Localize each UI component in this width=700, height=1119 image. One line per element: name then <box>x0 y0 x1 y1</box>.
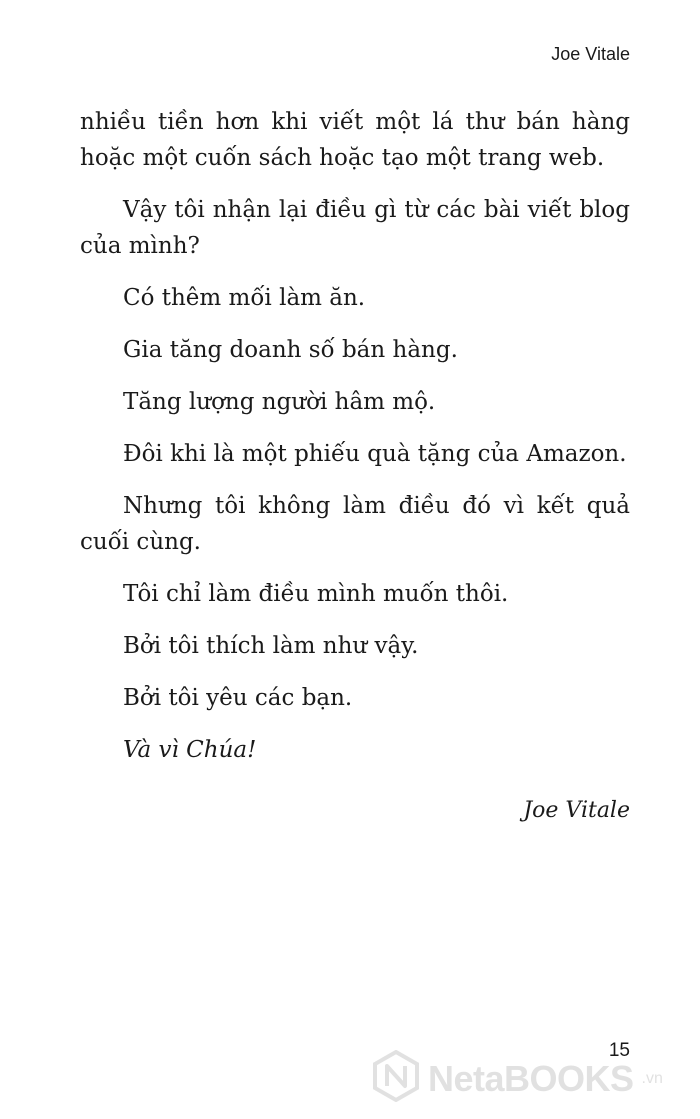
paragraph: Gia tăng doanh số bán hàng. <box>123 337 458 363</box>
running-header: Joe Vitale <box>551 44 630 64</box>
paragraph: Nhưng tôi không làm điều đó vì kết quả cuối cùng. <box>80 493 630 555</box>
paragraph-continuation: nhiều tiền hơn khi viết một lá thư bán hàng hoặc một cuốn sách hoặc tạo một trang web. <box>80 109 630 171</box>
paragraph: Đôi khi là một phiếu quà tặng của Amazon. <box>123 441 627 467</box>
paragraph: Tôi chỉ làm điều mình muốn thôi. <box>123 581 509 607</box>
body-text <box>80 104 630 784</box>
paragraph-closing: Và vì Chúa! <box>123 737 257 763</box>
watermark-brand: NetaBOOKS <box>428 1057 634 1099</box>
paragraph: Có thêm mối làm ăn. <box>123 285 366 311</box>
page-number: 15 <box>608 1040 630 1061</box>
paragraph: Tăng lượng người hâm mộ. <box>123 389 436 415</box>
watermark <box>372 1050 663 1107</box>
signature: Joe Vitale <box>523 798 630 823</box>
paragraph: Vậy tôi nhận lại điều gì từ các bài viết blog của mình? <box>80 197 630 259</box>
paragraph: Bởi tôi yêu các bạn. <box>123 685 353 711</box>
watermark-suffix: .vn <box>641 1069 663 1087</box>
paragraph: Bởi tôi thích làm như vậy. <box>123 633 419 659</box>
netabooks-logo-icon <box>372 1050 420 1107</box>
